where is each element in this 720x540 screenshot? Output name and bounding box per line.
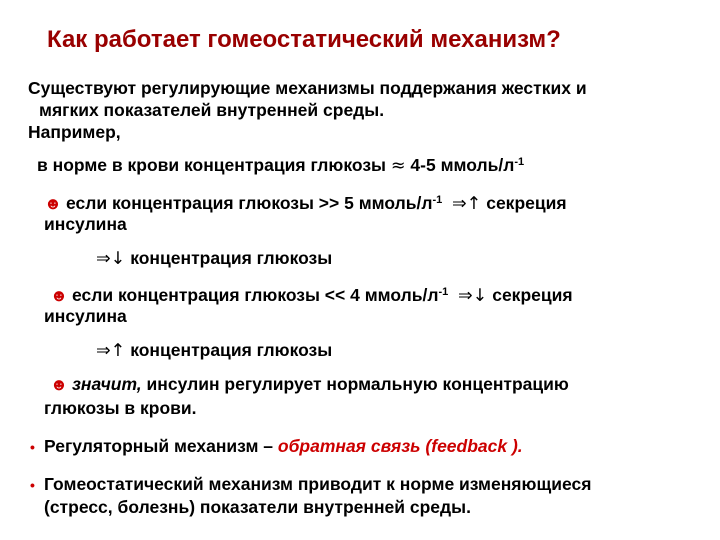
bullet-dot-icon: • bbox=[30, 477, 35, 493]
case-low-exponent: -1 bbox=[438, 286, 449, 298]
implies-icon: ⇒ bbox=[96, 341, 111, 361]
case-high-result bbox=[96, 248, 332, 269]
case-high-text: если концентрация глюкозы >> 5 ммоль/л bbox=[66, 193, 433, 213]
approx-symbol: ≈ bbox=[390, 156, 406, 176]
arrow-down-icon: ↓ bbox=[472, 286, 488, 306]
feedback-highlight: обратная связь (feedback ). bbox=[277, 436, 523, 456]
conclusion-italic: значит, bbox=[72, 374, 142, 394]
intro-line-4-text: в норме в крови концентрация глюкозы bbox=[37, 155, 386, 175]
case-low-result-text: концентрация глюкозы bbox=[130, 340, 333, 360]
arrow-up-icon: ↑ bbox=[110, 341, 126, 361]
arrow-up-icon: ↑ bbox=[466, 194, 482, 214]
case-low-line-2: инсулина bbox=[44, 306, 127, 326]
bullet-homeostatic-text: Гомеостатический механизм приводит к норме изменяющиеся bbox=[44, 474, 592, 494]
case-low-text: если концентрация глюкозы << 4 ммоль/л bbox=[72, 285, 439, 305]
bullet-dot-icon: • bbox=[30, 439, 35, 455]
implies-icon: ⇒ bbox=[96, 249, 111, 269]
smiley-bullet-icon: ☻ bbox=[50, 286, 68, 305]
slide-title: Как работает гомеостатический механизм? bbox=[47, 26, 561, 53]
case-high-line-2: инсулина bbox=[44, 214, 127, 234]
arrow-down-icon: ↓ bbox=[110, 249, 126, 269]
intro-line-2: мягких показателей внутренней среды. bbox=[39, 100, 385, 120]
intro-line-4 bbox=[37, 152, 524, 176]
case-high-line bbox=[44, 190, 567, 214]
smiley-bullet-icon: ☻ bbox=[50, 375, 68, 394]
conclusion-line-2: глюкозы в крови. bbox=[44, 398, 197, 418]
intro-line-4-value: 4-5 ммоль/л bbox=[410, 155, 515, 175]
bullet-feedback bbox=[30, 436, 523, 457]
intro-line-3: Например, bbox=[28, 122, 121, 142]
implies-icon: ⇒ bbox=[458, 286, 473, 306]
bullet-feedback-text: Регуляторный механизм – bbox=[44, 436, 273, 456]
intro-line-4-exponent: -1 bbox=[514, 156, 525, 168]
case-high-tail: секреция bbox=[486, 193, 567, 213]
case-high-result-text: концентрация глюкозы bbox=[130, 248, 333, 268]
conclusion-line bbox=[50, 374, 569, 395]
case-high-exponent: -1 bbox=[432, 194, 443, 206]
bullet-homeostatic bbox=[30, 474, 591, 495]
implies-icon: ⇒ bbox=[452, 194, 467, 214]
intro-line-1: Существуют регулирующие механизмы поддержания жестких и bbox=[28, 78, 587, 98]
case-low-result bbox=[96, 340, 332, 361]
conclusion-text: инсулин регулирует нормальную концентрацию bbox=[146, 374, 569, 394]
bullet-homeostatic-line-2: (стресс, болезнь) показатели внутренней среды. bbox=[44, 497, 471, 517]
case-low-tail: секреция bbox=[492, 285, 573, 305]
case-low-line bbox=[50, 282, 573, 306]
smiley-bullet-icon: ☻ bbox=[44, 194, 62, 213]
